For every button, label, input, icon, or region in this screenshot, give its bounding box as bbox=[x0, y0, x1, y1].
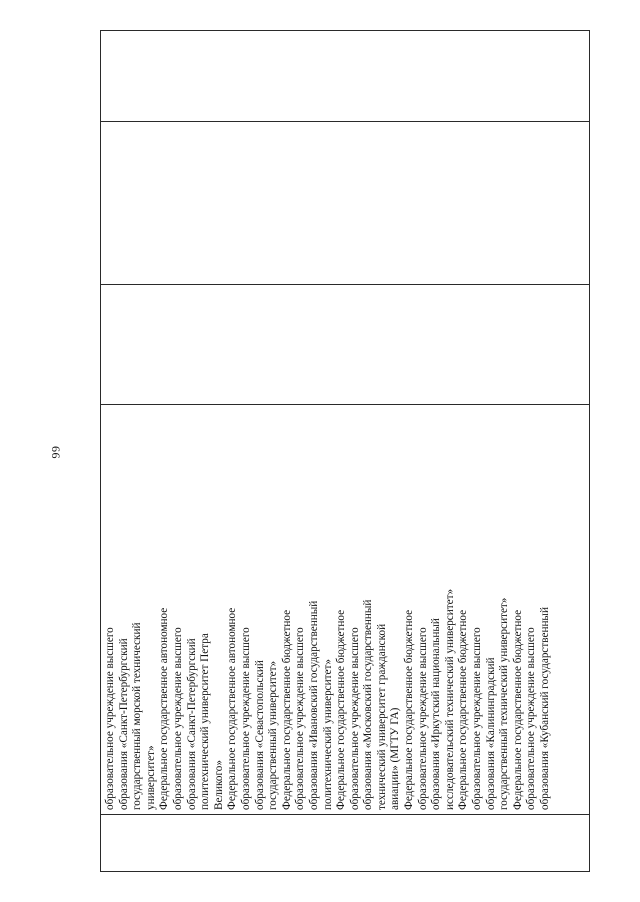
organization-list-cell bbox=[101, 403, 589, 813]
text-line: образовательное учреждение высшего bbox=[294, 627, 307, 810]
column-divider bbox=[101, 284, 589, 285]
text-line: образования «Московский государственный bbox=[362, 599, 375, 810]
text-line: образовательное учреждение высшего bbox=[171, 627, 184, 810]
text-line: Федеральное государственное бюджетное bbox=[403, 609, 416, 810]
text-line: Федеральное государственное бюджетное bbox=[511, 609, 524, 810]
page-number bbox=[47, 440, 63, 464]
text-line: Федеральное государственное бюджетное bbox=[457, 609, 470, 810]
text-line: политехнический университет Петра bbox=[199, 633, 212, 810]
text-line: образования «Севастопольский bbox=[253, 660, 266, 810]
organization-list-text bbox=[101, 403, 589, 813]
text-line: политехнический университет» bbox=[321, 659, 334, 810]
text-line: технический университет гражданской bbox=[375, 623, 388, 810]
text-line: образования «Калининградский bbox=[484, 657, 497, 810]
text-line: Федеральное государственное бюджетное bbox=[280, 609, 293, 810]
text-line: государственный морской технический bbox=[131, 622, 144, 810]
text-line: образовательное учреждение высшего bbox=[104, 627, 116, 810]
text-line: образования «Санкт-Петербургский bbox=[117, 638, 130, 810]
text-line: университет» bbox=[144, 745, 157, 810]
column-divider bbox=[101, 121, 589, 122]
text-line: исследовательский технический университет» bbox=[443, 588, 456, 810]
text-line: образования «Иркутский национальный bbox=[430, 618, 443, 810]
text-line: государственный университет» bbox=[267, 660, 280, 810]
text-line: образовательное учреждение высшего bbox=[471, 627, 484, 810]
text-line: образования «Ивановский государственный bbox=[307, 600, 320, 810]
column-divider bbox=[101, 814, 589, 815]
text-line: образования «Санкт-Петербургский bbox=[185, 638, 198, 810]
text-line: образовательное учреждение высшего bbox=[348, 627, 361, 810]
text-line: образовательное учреждение высшего bbox=[239, 627, 252, 810]
text-line: образования «Кубанский государственный bbox=[539, 607, 551, 810]
text-line: государственный технический университет» bbox=[498, 597, 511, 810]
page-number-text: 66 bbox=[48, 445, 63, 459]
text-line: Великого» bbox=[212, 760, 225, 810]
text-line: образовательное учреждение высшего bbox=[416, 627, 429, 810]
text-line: авиации» (МГТУ ГА) bbox=[389, 707, 402, 810]
text-line: Федеральное государственное бюджетное bbox=[335, 609, 348, 810]
text-line: Федеральное государственное автономное bbox=[226, 607, 239, 810]
text-line: Федеральное государственное автономное bbox=[158, 607, 171, 810]
text-line: образовательное учреждение высшего bbox=[525, 627, 538, 810]
